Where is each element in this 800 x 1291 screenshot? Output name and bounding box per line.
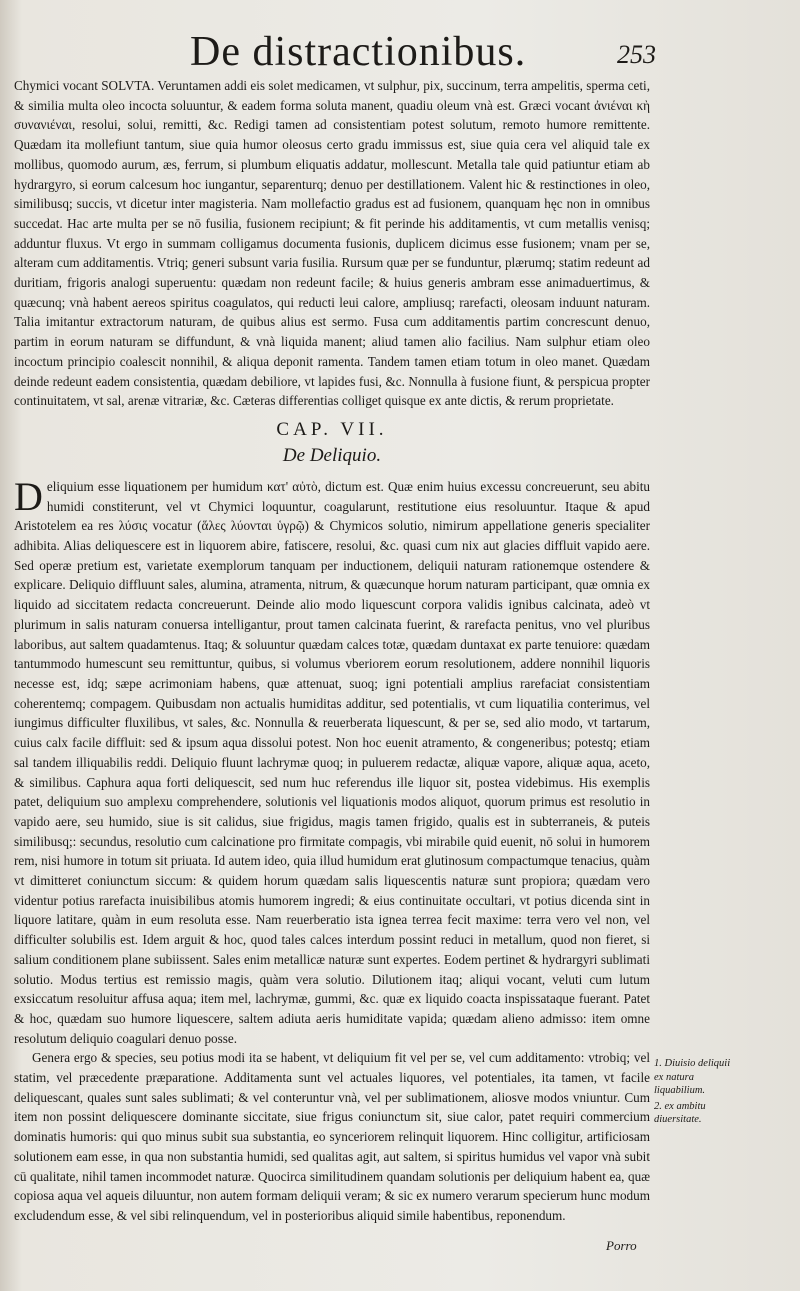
paragraph-genera-species: Genera ergo & species, seu potius modi ita se habent, vt deliquium fit vel per se, vel cum additamento: vtrobiq; vel statim, vel præcedente præparatione. Additamenta sunt vel actuales liquores, vel potentiales, ita tamen, vt facile deliquescant, quales sunt sales sublimati; & vel conteruntur vnà, vel per sublimationem, aliosve modos vniuntur. Cum item non possint deliquescere dominante siccitate, siue frigus coniunctum sit, siue calor, patet requiri commercium dominatis humoris: qui quo minus subit sua substantia, eo synceriorem relinquit liquorem. Hinc colligitur, artificiosam solutionem eam esse, in qua non substantia humidi, sed qualitas agit, aut saltem, si spiritus humidus vel vapor vnà subit cū qualitate, nihil tamen incommodet naturæ. Quocirca similitudinem quandam solutionis per deliquium habent ea, quæ copiosa aqua vel aqueis diluuntur, non autem formam deliquii veram; & sic ex numero verarum specierum hunc modum excludendum esse, & vel sibi relinquendum, vel in posterioribus aliquid simile habentibus, reponendum. [14,1050,650,1223]
margin-note-1: 1. Diuisio deliquii ex natura liquabilium. [654,1058,731,1096]
margin-notes [654,1057,734,1129]
paragraph-fusion-conclusion: Chymici vocant SOLVTA. Veruntamen addi eis solet medicamen, vt sulphur, pix, succinum, terra ampelitis, sperma ceti, & similia multa oleo incocta soluuntur, & eadem forma soluta manent, quadiu oleum vnà est. Græci vocant ἀνιέναι κὴ συνανιέναι, resolui, solui, remitti, &c. Redigi tamen ad consistentiam potest solutum, remoto humore remittente. Quædam ita mollefiunt tantum, siue quia humor oleosus certo gradu immissus est, siue quia cera vel aliquid tale ex mollibus, quomodo aurum, æs, ferrum, si plumbum eliquatis addatur, mollescunt. Metalla tale quid patiuntur etiam ab hydrargyro, si eorum calcesum hoc iungantur, separenturq; denuo per destillationem. Valent hic & restinctiones in oleo, similibusq; succis, vt dicetur inter magisteria. Nam mollefactio gradus est ad fusionem, quanquam hęc non in omnibus succedat. Hac arte multa per se nō fusilia, fusionem recipiunt; & fit perinde his additamentis, vt cum metallis venisq; adduntur fluxus. Vt ergo in summam colligamus documenta fusionis, duplicem dicimus esse fusionem; vnam per se, alteram cum additamentis. Vtriq; generi subsunt varia fusilia. Rursum quæ per se funduntur, plærumq; statim redeunt ad duritiam, frigoris analogi superuentu: quædam non redeunt facile; & huius generis ambram esse animaduertimus, & quæcunq; vnà habent aereos spiritus coagulatos, qui reducti leui calore, ampliusq; rarefacti, oleosam induunt naturam. Talia imitantur extractorum naturam, de quibus alius est sermo. Fusa cum additamentis partim concrescunt denuo, partim in eorum naturam se diffundunt, & vnà liquida manent; aliud tamen alio facilius. Nam sulphur etiam oleo incoctum principio coalescit nonnihil, & aliqua deponit ramenta. Tandem tamen etiam totum in oleo manet. Quædam deinde redeunt eadem consistentia, quædam debiliore, vt lapides fusi, &c. Nonnulla à fusione fiunt, & perspicua propter continuitatem, vt sal, arenæ vitrariæ, &c. Cæteras differentias colliget quisque ex ante dictis, & rerum proprietate. [14,78,650,409]
chapter-heading: CAP. VII. [276,418,388,440]
page-header [0,22,800,78]
main-text [14,76,650,1226]
catchword: Porro [606,1238,637,1253]
margin-note-2: 2. ex ambitu diuersitate. [654,1100,706,1125]
running-title: De distractionibus. [190,29,527,75]
chapter-title: De Deliquio. [282,444,382,466]
page-number: 253 [617,40,656,69]
paragraph-deliquium-definition: Deliquium esse liquationem per humidum κατ' αὐτὸ, dictum est. Quæ enim huius excessu concreuerunt, seu abitu humidi constiterunt, vel vt Chymici loquuntur, coagularunt, restitutione eius resoluuntur. Itaque & apud Aristotelem ea res λύσις vocatur (ἅλες λύονται ὑγρῷ) & Chymicos solutio, nimirum appellatione generis specialiter adhibita. Alias deliquescere est in liquorem abire, fatiscere, resolui, &c. quasi cum nix aut glacies diffluit vapido aere. Sed operæ pretium est, varietate exemplorum tanquam per inductionem, deliquii naturam rationemque ostendere & explicare. Deliquio diffluunt sales, alumina, atramenta, nitrum, & quæcunque horum naturam participant, quæ omnia ex liquido ad siccitatem redacta concreuerunt. Deinde alio modo liquescunt corpora validis ignibus calcinata, adeò vt plurimum in salis naturam conuersa intelligantur, prout tamen calcinata fuerint, & rarefacta penitus, vno vel pluribus laboribus, aut saltem quadamtenus. Itaq; & soluuntur quædam calces totæ, quædam duntaxat ex parte tenuiore: quædam tantummodo humescunt seu remittuntur, quibus, si volumus vberiorem eorum resolutionem, addere nonnihil liquoris necesse est, idq; sæpe acrimoniam habens, quæ attenuat, suoq; igni potentiali amplius rarefaciat consistentiam coherentemq; compagem. Quibusdam non actualis humiditas additur, sed potentialis, vt cum liquatilia conterimus, vel iungimus difficulter fluxilibus, vt sales, &c. Nonnulla & reuerberata liquescunt, & per se, sed alio modo, vt tartarum, cuius calx facile diffluit: sed & ipsum aqua dissolui potest. Non hoc euenit atramento, & congeneribus; potestq; etiam sal tandem illiquabilis reddi. Deliquio fluunt lachrymæ quoq; in puluerem redactæ, aliquæ vapore, aliquæ aqua, aceto, & similibus. Caphura aqua forti deliquescit, sed num huc referendus ille liquor sit, postea videbimus. His exemplis patet, deliquium suo amplexu comprehendere, solutionis vel liquationis modos aliquot, quorum primus est resolutio in vapido aere, seu humido, siue is sit calidus, siue frigidus, magis tamen frigido, qualis est in subterraneis, & puteis similibusq;: secundus, resolutio cum calcinatione pro firmitate compagis, vbi mirabile quid euenit, nō solui in humorem rem, nisi humore in totum sit priuata. Id autem ideo, quia illud humidum erat glutinosum compactumque tenacius, quàm vt dimitteret coniunctum siccum: & quidem horum quædam salis liquescentis naturæ sunt propiora; quædam vero videntur potius rarefacta inuisibilibus atomis humorem ingredi; & eius continuitate occultari, vt potius dicenda sint in liquore latitare, quàm in eum resoluta esse. Nam reuerberatio ista ignea terrea fecit maxime: terra vero vel non, vel difficulter solubilis est. Idem arguit & hoc, quod tales calces interdum possint reduci in metallum, quod non fieret, si salium conditionem plane subiissent. Sales enim metallicæ naturæ sunt expertes. Eodem pertinet & hydrargyri sublimati solutio. Modus tertius est remissio magis, quàm vera solutio. Dilutionem itaq; aliqui vocant, veluti cum lutum exsiccatum resoluitur affusa aqua; item mel, lachrymæ, gummi, &c. quæ ex liquido coacta inspissataque fuerant. Patet & hoc, quædam suo humore liquescere, saltem adiuta aeris humiditate vapida; quædam alieno admisso: item omne resolutum deliquio coagulari denuo posse. [14,473,650,1046]
